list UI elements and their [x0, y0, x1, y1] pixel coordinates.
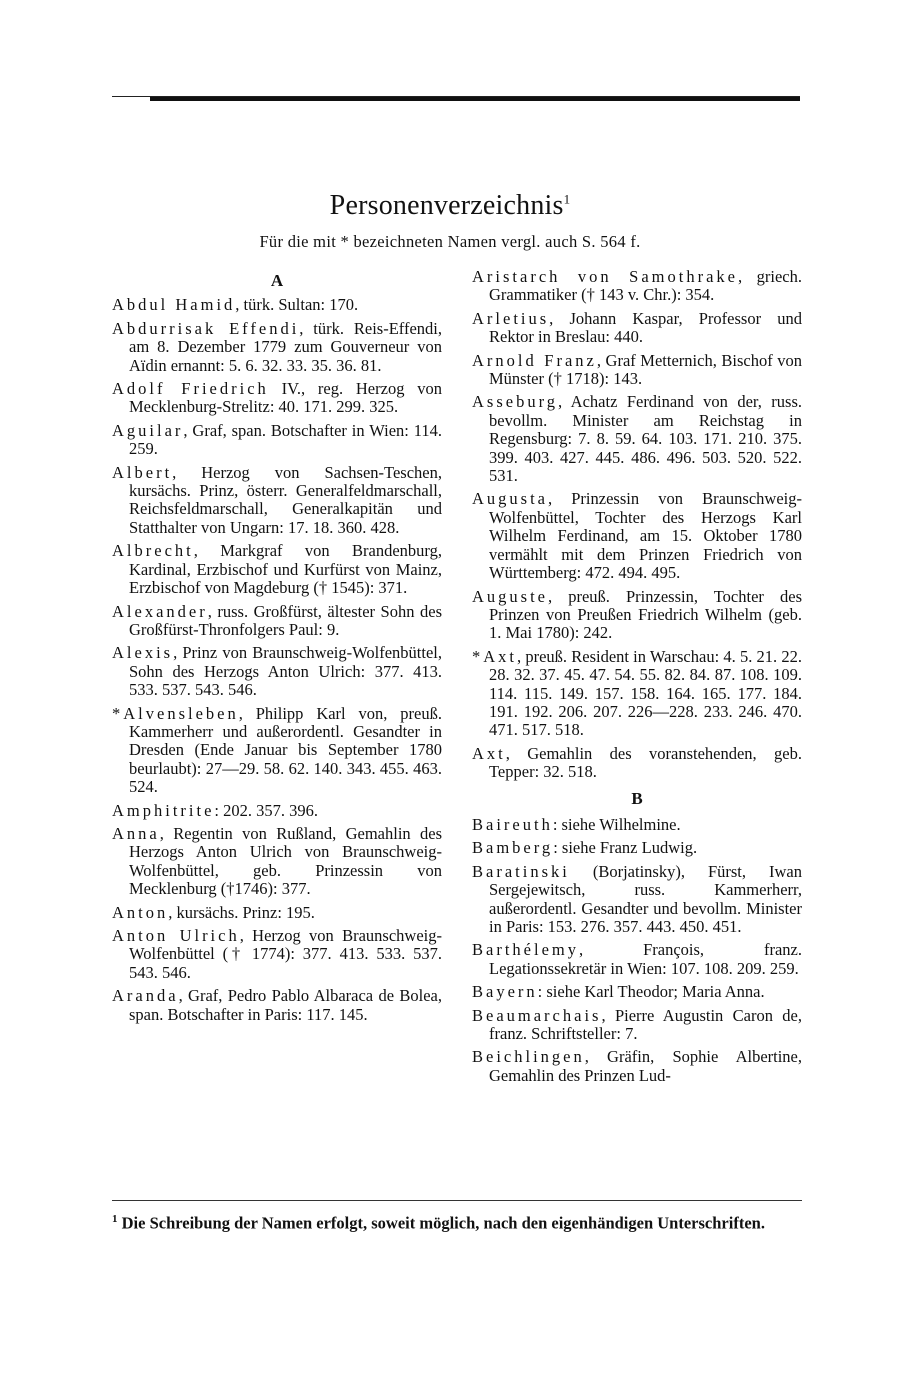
entry-text: , kursächs. Prinz: 195. [168, 902, 315, 922]
entry-text: , Gräfin, Sophie Albertine, Gemahlin des Prinzen Lud- [489, 1047, 802, 1085]
index-entry [472, 1048, 802, 1085]
entry-name: *Alvensleben [112, 703, 239, 723]
entry-name: Abdurrisak Effendi [112, 318, 300, 338]
index-entry [112, 802, 442, 820]
entry-name: Alexis [112, 643, 174, 663]
entry-name: Amphitrite [112, 800, 215, 820]
entry-text: , preuß. Prinzessin, Tochter des Prinzen von Preußen Friedrich Wilhelm (geb. 1. Mai 1780): 242. [489, 586, 802, 643]
index-entry [112, 422, 442, 459]
index-entry [472, 393, 802, 485]
entry-text: : 202. 357. 396. [214, 800, 318, 820]
section-letter-b: B [631, 788, 643, 808]
entry-name: Arletius [472, 308, 550, 328]
index-entry [112, 380, 442, 417]
entry-name: Beichlingen [472, 1047, 585, 1067]
entry-text: : siehe Karl Theodor; Maria Anna. [537, 982, 765, 1002]
entry-name: Asseburg [472, 392, 559, 412]
index-entry [472, 268, 802, 305]
entry-text: , Herzog von Braunschweig-Wolfenbüttel († 1774): 377. 413. 533. 537. 543. 546. [129, 926, 442, 982]
index-entry [472, 310, 802, 347]
entry-name: Alexander [112, 601, 208, 621]
entry-text: : siehe Wilhelmine. [552, 814, 681, 834]
index-entry [472, 863, 802, 937]
index-entry [112, 464, 442, 538]
entry-text: , türk. Sultan: 170. [235, 295, 359, 315]
index-entry [472, 490, 802, 582]
entry-name: Anton Ulrich [112, 926, 240, 945]
index-entry [112, 542, 442, 597]
entry-text: , russ. Großfürst, ältester Sohn des Großfürst-Thronfolgers Paul: 9. [129, 601, 442, 639]
index-entry [472, 648, 802, 740]
index-entry [472, 352, 802, 389]
entry-name: Bayern [472, 982, 538, 1002]
index-entry [472, 941, 802, 978]
entry-name: Albert [112, 462, 173, 482]
entry-text: : siehe Franz Ludwig. [553, 838, 698, 858]
entry-name: Aristarch von Samothrake [472, 267, 738, 286]
entry-name: Anton [112, 902, 169, 922]
index-entry [472, 588, 802, 643]
left-entries [112, 296, 442, 1024]
entry-text: , Philipp Karl von, preuß. Kammerherr und außerordentl. Gesandter in Dresden (Ende Januar bis September 1780 beurlaubt): 27—29. 58. 62. 140. 343. 455. 463. 524. [129, 703, 442, 797]
index-entry [112, 904, 442, 922]
entry-text: , Graf Metternich, Bischof von Münster († 1718): 143. [489, 350, 802, 389]
page-title [0, 190, 900, 222]
index-entry [112, 320, 442, 375]
entry-text: , Markgraf von Brandenburg, Kardinal, Erzbischof und Kurfürst von Mainz, Erzbischof von Magdeburg († 1545): 371. [129, 541, 442, 598]
entry-text: IV., reg. Herzog von Mecklenburg-Strelitz: 40. 171. 299. 325. [129, 379, 442, 417]
index-entry [112, 644, 442, 699]
entry-name: Bamberg [472, 838, 554, 858]
index-entry [112, 927, 442, 982]
index-entry [112, 987, 442, 1024]
entry-text: , türk. Reis-Effendi, am 8. Dezember 1779 zum Gouverneur von Aïdin ernannt: 5. 6. 32. 33. 35. 36. 81. [129, 318, 442, 375]
entry-text: , preuß. Resident in Warschau: 4. 5. 21. 22. 28. 32. 37. 45. 47. 54. 55. 82. 84. 87. 108. 109. 114. 115. 149. 157. 158. 164. 165. 177. 184. 191. 192. 206. 207. 226—228. 233. 246. 470. 471. 517. 518. [489, 646, 802, 740]
index-entry [472, 816, 802, 834]
entry-text: , griech. Grammatiker († 143 v. Chr.): 354. [489, 267, 802, 305]
entry-name: Aranda [112, 986, 179, 1006]
index-entry [112, 825, 442, 899]
entry-name: Abdul Hamid [112, 295, 236, 315]
index-entry [472, 839, 802, 857]
entry-name: Axt [472, 743, 506, 763]
entry-text: , Graf, span. Botschafter in Wien: 114. 259. [129, 420, 442, 459]
left-column [112, 268, 442, 1029]
index-entry [112, 705, 442, 797]
title-footnote-marker: 1 [563, 191, 571, 207]
entry-text: , Prinzessin von Braunschweig-Wolfenbüttel, Tochter des Herzogs Karl Wilhelm Ferdinand, am 15. Oktober 1780 vermählt mit dem Prinzen Friedrich von Württemberg: 472. 494. 495. [489, 489, 802, 583]
entry-name: Arnold Franz [472, 350, 597, 370]
page-title-text: Personenverzeichnis [329, 190, 564, 221]
footnote-rule [112, 1200, 802, 1201]
entry-name: Baratinski [472, 861, 570, 881]
footnote [112, 1208, 802, 1235]
index-entry [472, 1007, 802, 1044]
entry-name: Anna [112, 823, 160, 843]
entry-name: Beaumarchais [472, 1005, 602, 1025]
entry-text: , Pierre Augustin Caron de, franz. Schriftsteller: 7. [489, 1005, 802, 1044]
entry-name: Aguilar [112, 420, 184, 440]
entry-text: (Borjatinsky), Fürst, Iwan Sergejewitsch, russ. Kammerherr, außerordentl. Gesandter und bevollm. Minister in Paris: 153. 276. 357. 443. 450. 451. [489, 861, 802, 936]
index-entry [472, 983, 802, 1001]
entry-text: , François, franz. Legationssekretär in Wien: 107. 108. 209. 259. [489, 940, 802, 978]
entry-name: Baireuth [472, 814, 553, 834]
entry-name: Adolf Friedrich [112, 379, 269, 399]
page-subtitle: Für die mit * bezeichneten Namen vergl. auch S. 564 f. [259, 232, 641, 251]
entry-text: , Herzog von Sachsen-Teschen, kursächs. Prinz, österr. Generalfeldmarschall, Reichsfeldmarschall, Generalkapitän und Statthalter von Ungarn: 17. 18. 360. 428. [129, 462, 442, 537]
right-entries-a [472, 268, 802, 782]
entry-name: Barthélemy [472, 940, 579, 960]
entry-text: , Achatz Ferdinand von der, russ. bevollm. Minister am Reichstag in Regensburg: 7. 8. 59. 64. 103. 171. 210. 375. 399. 403. 427. 445. 486. 496. 503. 520. 522. 531. [489, 392, 802, 486]
index-entry [112, 603, 442, 640]
index-entry [472, 745, 802, 782]
header-rule-thick [150, 97, 800, 101]
entry-name: Auguste [472, 586, 548, 606]
right-column [472, 268, 802, 1090]
section-letter-a: A [270, 271, 284, 290]
entry-text: , Regentin von Rußland, Gemahlin des Herzogs Anton Ulrich von Braunschweig-Wolfenbüttel, geb. Prinzessin von Mecklenburg (†1746): 377. [129, 823, 442, 899]
entry-text: , Prinz von Braunschweig-Wolfenbüttel, Sohn des Herzogs Anton Ulrich: 377. 413. 533. 537. 543. 546. [129, 643, 442, 700]
entry-name: Albrecht [112, 541, 194, 561]
footnote-marker: 1 [112, 1213, 118, 1225]
entry-text: , Johann Kaspar, Professor und Rektor in Breslau: 440. [489, 308, 802, 347]
entry-name: *Axt [472, 646, 517, 666]
entry-name: Augusta [472, 489, 548, 509]
right-entries-b [472, 816, 802, 1085]
index-entry [112, 296, 442, 314]
entry-text: , Graf, Pedro Pablo Albaraca de Bolea, span. Botschafter in Paris: 117. 145. [129, 986, 442, 1024]
entry-text: , Gemahlin des voranstehenden, geb. Tepper: 32. 518. [489, 743, 802, 782]
footnote-text: Die Schreibung der Namen erfolgt, soweit möglich, nach den eigenhändigen Unterschriften. [117, 1213, 765, 1233]
